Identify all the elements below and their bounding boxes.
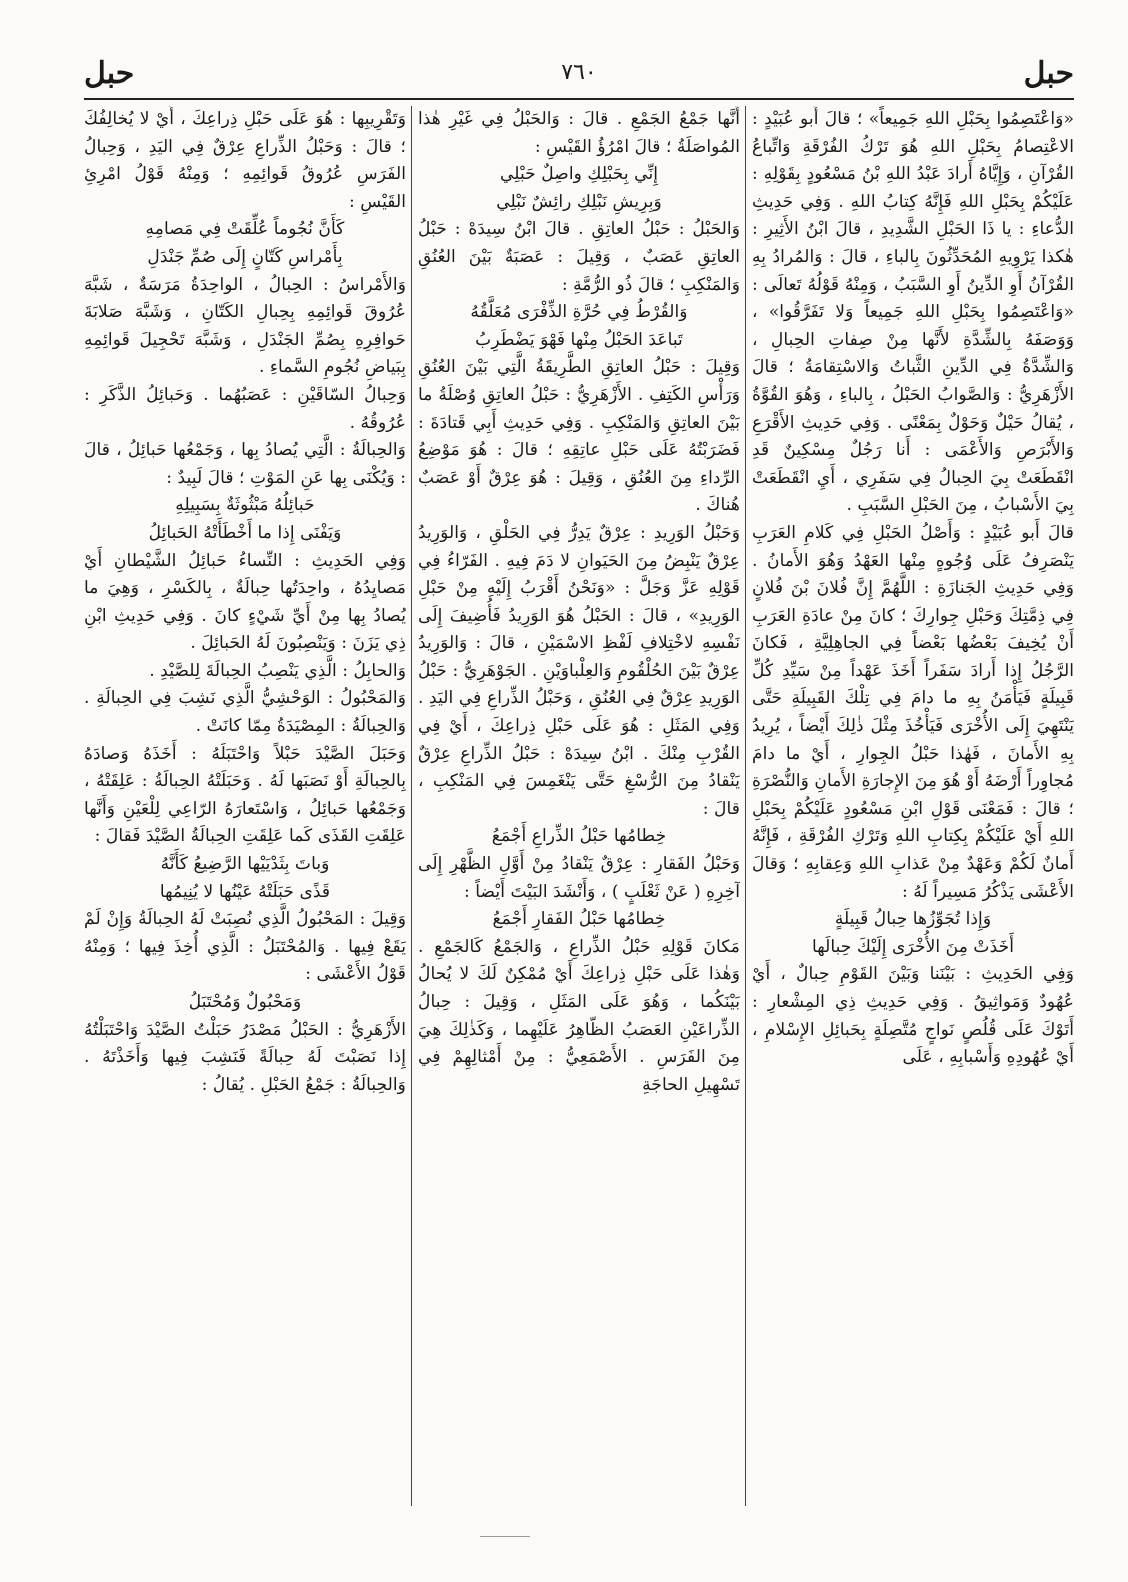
verse-line: أَخَذَتْ مِنَ الأُخْرَى إِلَيْكَ حِبالَها xyxy=(811,936,1014,957)
column-right xyxy=(752,106,1074,1516)
verse-line: قَذًى حَبَلَتْهُ عَيْنُها لا يُنِيمُها xyxy=(159,881,331,902)
entry-paragraph: وَالحَبْلُ : حَبْلُ العاتِقِ . قالَ ابْنُ سِيدَهْ : حَبْلُ العاتِقِ عَصَبٌ ، وَقِيلَ : عَصَبَةٌ بَيْنَ العُنُقِ وَالمَنْكِبِ ؛ قالَ ذُو الرُّمَّةِ : xyxy=(418,219,740,295)
entry-paragraph: «وَاعْتَصِمُوا بِحَبْلِ اللهِ جَمِيعاً» ؛ قالَ أَبو عُبَيْدٍ : الاعْتِصامُ بِحَبْلِ اللهِ هُوَ تَرْكُ الفُرْقَةِ وَاتِّباعُ القُرْآنِ ، وَإِيَّاهُ أَرادَ عَبْدُ اللهِ بْنُ مَسْعُودٍ بِقَوْلِهِ : عَلَيْكُمْ بِحَبْلِ اللهِ فَإِنَّهُ كِتابُ اللهِ . وَفِي حَدِيثِ الدُّعاءِ : يا ذَا الحَبْلِ الشَّدِيدِ ، قالَ ابْنُ الأَثِيرِ : هٰكذا يَرْوِيهِ المُحَدِّثُونَ بِالباءِ ، قالَ : وَالمُرادُ بِهِ القُرْآنُ أَوِ الدِّينُ أَوِ السَّبَبُ ، وَمِنْهُ قَوْلُهُ تَعالَى : «وَاعْتَصِمُوا بِحَبْلِ اللهِ جَمِيعاً وَلا تَفَرَّقُوا» ، وَوَصَفَهُ بِالشِّدَّةِ لأَنَّها مِنْ صِفاتِ الحِبالِ ، وَالشِّدَّةُ فِي الدِّينِ الثَّباتُ وَالاسْتِقامَةُ ؛ قالَ الأَزْهَرِيُّ : وَالصَّوابُ الحَبْلُ ، بِالباءِ ، وَهُوَ القُوَّةُ ، يُقالُ حَيْلٌ وَحَوْلٌ بِمَعْنًى . وَفِي حَدِيثِ الأَقْرَعِ وَالأَبْرَصِ وَالأَعْمَى : أَنا رَجُلٌ مِسْكِينٌ قَدِ انْقَطَعَتْ بِيَ الحِبالُ فِي سَفَرِي ، أَيِ انْقَطَعَتْ بِيَ الأَسْبابُ ، مِنَ الحَبْلِ السَّبَبِ . xyxy=(752,109,1074,516)
entry-paragraph: وَحَبَلَ الصَّيْدَ حَبْلاً وَاحْتَبَلَهُ : أَخَذَهُ وَصادَهُ بِالحِبالَةِ أَوْ نَصَبَها لَهُ . وَحَبَلَتْهُ الحِبالَةُ : عَلِقَتْهُ ، وَجَمْعُها حَبائِلُ ، وَاسْتَعارَهُ الرّاعِي لِلْعَيْنِ وَأَنَّها عَلِقَتِ القَذَى كَما عَلِقَتِ الحِبالَةُ الصَّيْدَ فَقالَ : xyxy=(84,743,406,847)
verse-line: تَباعَدَ الحَبْلُ مِنْها فَهْوَ يَضْطَرِبُ xyxy=(475,329,683,350)
entry-paragraph: وَالحِبالَةُ : الَّتِي يُصادُ بِها ، وَجَمْعُها حَبائِلُ ، قالَ : وَيُكْنَى بِها عَنِ المَوْتِ ؛ قالَ لَبِيدٌ : xyxy=(84,440,406,488)
entry-paragraph: وَقِيلَ : حَبْلُ العاتِقِ الطَّرِيقَةُ الَّتِي بَيْنَ العُنُقِ وَرَأْسِ الكَتِفِ . الأَزْهَرِيُّ : حَبْلُ العاتِقِ وُصْلَةُ ما بَيْنَ العاتِقِ وَالمَنْكِبِ . وَفِي حَدِيثِ أَبِي قَتادَةَ : فَضَرَبْتُهُ عَلَى حَبْلِ عاتِقِهِ ؛ قالَ : هُوَ مَوْضِعُ الرِّداءِ مِنَ العُنُقِ ، وَقِيلَ : هُوَ عِرْقٌ أَوْ عَصَبٌ هُناكَ . xyxy=(418,357,740,516)
entry-paragraph: وَحَبْلُ الوَرِيدِ : عِرْقٌ يَدِرُّ فِي الحَلْقِ ، وَالوَرِيدُ عِرْقٌ يَنْبِضُ مِنَ الحَيَوانِ لا دَمَ فِيهِ . الفَرّاءُ فِي قَوْلِهِ عَزَّ وَجَلَّ : «وَنَحْنُ أَقْرَبُ إِلَيْهِ مِنْ حَبْلِ الوَرِيدِ» ، قالَ : الحَبْلُ هُوَ الوَرِيدُ فَأُضِيفَ إِلَى نَفْسِهِ لاخْتِلافِ لَفْظِ الاسْمَيْنِ ، قالَ : وَالوَرِيدُ عِرْقٌ بَيْنَ الحُلْقُومِ وَالعِلْباوَيْنِ . الجَوْهَرِيُّ : حَبْلُ الوَرِيدِ عِرْقٌ فِي العُنُقِ ، وَحَبْلُ الذِّراعِ فِي اليَدِ . وَفِي المَثَلِ : هُوَ عَلَى حَبْلِ ذِراعِكَ ، أَيْ فِي القُرْبِ مِنْكَ . ابْنُ سِيدَهْ : حَبْلُ الذِّراعِ عِرْقٌ يَنْقادُ مِنَ الرُّسْغِ حَتَّى يَنْغَمِسَ فِي المَنْكِبِ ، قالَ : xyxy=(418,522,740,819)
entry-paragraph: وَحِبالُ السّاقَيْنِ : عَصَبُهُما . وَحَبائِلُ الذَّكَرِ : عُرُوقُهُ . xyxy=(84,384,406,433)
entry-paragraph: أَنَّها جَمْعُ الجَمْعِ . قالَ : وَالحَبْلُ فِي غَيْرِ هٰذا المُواصَلَةُ ؛ قالَ امْرُؤُ القَيْسِ : xyxy=(418,109,740,157)
verse-line: وَالقُرْطُ فِي حُرَّةِ الذِّفْرَى مُعَلَّقُهُ xyxy=(470,302,688,323)
column-divider xyxy=(411,106,412,1506)
entry-paragraph: وَالمَحْبُولُ : الوَحْشِيُّ الَّذِي نَشِبَ فِي الحِبالَةِ . وَالحِبالَةُ : المِصْيَدَةُ مِمّا كانَتْ . xyxy=(84,688,406,737)
column-middle xyxy=(418,106,740,1516)
verse-line: وَإِذا تُجَوِّزُها حِبالُ قَبِيلَةٍ xyxy=(834,909,992,930)
verse-line: وَبِرِيشِ نَبْلِكِ رائِشٌ نَبْلِي xyxy=(496,191,662,212)
entry-paragraph: الأَزْهَرِيُّ : الحَبْلُ مَصْدَرُ حَبَلْتُ الصَّيْدَ وَاحْتَبَلْتُهُ إِذا نَصَبْتَ لَهُ حِبالَةً فَنَشِبَ فِيها وَأَخَذْتَهُ . وَالحِبالَةُ : جَمْعُ الحَبْلِ . يُقالُ : xyxy=(84,1019,406,1095)
text-columns xyxy=(84,106,1074,1516)
page-header xyxy=(84,56,1074,96)
verse-line: وَمَحْبُولٌ وَمُحْتَبَلُ xyxy=(188,992,302,1012)
page-number: ٧٦٠ xyxy=(561,60,597,85)
verse-line: خِطامُها حَبْلُ الذِّراعِ أَجْمَعُ xyxy=(491,826,667,847)
entry-paragraph: وَتَقْرِيبِها : هُوَ عَلَى حَبْلِ ذِراعِكَ ، أَيْ لا يُخالِفُكَ ؛ قالَ : وَحَبْلُ الذِّراعِ عِرْقٌ فِي اليَدِ ، وَحِبالُ الفَرَسِ عُرُوقُ قَوائِمِهِ ؛ وَمِنْهُ قَوْلُ امْرِئِ القَيْسِ : xyxy=(84,109,406,212)
column-left xyxy=(84,106,406,1516)
verse-line: وَيَفْنَى إِذا ما أَخْطَأَتْهُ الحَبائِلُ xyxy=(148,522,342,543)
footer-mark xyxy=(480,1536,530,1537)
verse-line: خِطامُها حَبْلُ الفَقارِ أَجْمَعُ xyxy=(492,909,666,930)
entry-paragraph: وَقِيلَ : المَحْبُولُ الَّذِي نُصِبَتْ لَهُ الحِبالَةُ وَإِنْ لَمْ يَقَعْ فِيها . وَالمُحْتَبَلُ : الَّذِي أُخِذَ فِيها ؛ وَمِنْهُ قَوْلُ الأَعْشَى : xyxy=(84,909,406,985)
entry-paragraph: وَالحابِلُ : الَّذِي يَنْصِبُ الحِبالَةَ لِلصَّيْدِ . xyxy=(149,660,406,681)
verse-line: حَبائِلُهُ مَبْثُوثَةٌ بِسَبِيلِهِ xyxy=(175,495,315,516)
verse-line: إِنِّي بِحَبْلِكِ واصِلٌ حَبْلِي xyxy=(499,164,659,185)
entry-paragraph: مَكانَ قَوْلِهِ حَبْلُ الذِّراعِ ، وَالجَمْعُ كَالجَمْعِ . وَهٰذا عَلَى حَبْلِ ذِراعِكَ أَيْ مُمْكِنٌ لَكَ لا يُحالُ بَيْنَكُما ، وَهُوَ عَلَى المَثَلِ ، وَقِيلَ : حِبالُ الذِّراعَيْنِ العَصَبُ الظّاهِرُ عَلَيْهِما ، وَكَذٰلِكَ هِيَ مِنَ الفَرَسِ . الأَصْمَعِيُّ : مِنْ أَمْثالِهِمْ فِي تَسْهِيلِ الحاجَةِ xyxy=(418,936,740,1095)
entry-paragraph: وَفِي الحَدِيثِ : النِّساءُ حَبائِلُ الشَّيْطانِ أَيْ مَصايِدُهُ ، واحِدَتُها حِبالَةٌ ، بِالكَسْرِ ، وَهِيَ ما يُصادُ بِها مِنْ أَيِّ شَيْءٍ كانَ . وَفِي حَدِيثِ ابْنِ ذِي يَزَنَ : وَيَنْصِبُونَ لَهُ الحَبائِلَ . xyxy=(84,550,406,654)
column-divider xyxy=(745,106,746,1506)
running-headword-left: حبل xyxy=(84,56,135,91)
running-headword-right: حبل xyxy=(1023,56,1074,91)
entry-paragraph: قالَ أَبو عُبَيْدٍ : وَأَصْلُ الحَبْلِ فِي كَلامِ العَرَبِ يَنْصَرِفُ عَلَى وُجُوهٍ مِنْها العَهْدُ وَهُوَ الأَمانُ . وَفِي حَدِيثِ الجَنازَةِ : اللَّهُمَّ إِنَّ فُلانَ بْنَ فُلانٍ فِي ذِمَّتِكَ وَحَبْلِ جِوارِكَ ؛ كانَ مِنْ عادَةِ العَرَبِ أَنْ يُخِيفَ بَعْضُها بَعْضاً فِي الجاهِلِيَّةِ ، فَكانَ الرَّجُلُ إِذا أَرادَ سَفَراً أَخَذَ عَهْداً مِنْ سَيِّدِ كُلِّ قَبِيلَةٍ فَيَأْمَنُ بِهِ ما دامَ فِي تِلْكَ القَبِيلَةِ حَتَّى يَنْتَهِيَ إِلَى الأُخْرَى فَيَأْخُذَ مِثْلَ ذٰلِكَ أَيْضاً ، يُرِيدُ بِهِ الأَمانَ ، فَهٰذا حَبْلُ الجِوارِ ، أَيْ ما دامَ مُجاوِراً أَرْضَهُ أَوْ هُوَ مِنَ الإِجارَةِ الأَمانِ وَالنُّصْرَةِ ؛ قالَ : فَمَعْنَى قَوْلِ ابْنِ مَسْعُودٍ عَلَيْكُمْ بِحَبْلِ اللهِ أَيْ عَلَيْكُمْ بِكِتابِ اللهِ وَتَرْكِ الفُرْقَةِ ، فَإِنَّهُ أَمانٌ لَكُمْ وَعَهْدٌ مِنْ عَذابِ اللهِ وَعِقابِهِ ؛ وَقالَ الأَعْشَى يَذْكُرُ مَسِيراً لَهُ : xyxy=(752,522,1074,902)
verse-line: وَباتَ بِثَدْيَيْها الرَّضِيعُ كَأَنَّهُ xyxy=(160,854,330,875)
entry-paragraph: وَحَبْلُ الفَقارِ : عِرْقٌ يَنْقادُ مِنْ أَوَّلِ الظَّهْرِ إِلَى آخِرِهِ ( عَنْ ثَعْلَبٍ ) ، وَأَنْشَدَ البَيْتَ أَيْضاً : xyxy=(418,854,740,902)
verse-line: كَأَنَّ نُجُوماً عُلِّقَتْ فِي مَصامِهِ xyxy=(145,219,345,240)
entry-paragraph: وَفِي الحَدِيثِ : بَيْنَنا وَبَيْنَ القَوْمِ حِبالٌ ، أَيْ عُهُودٌ وَمَواثِيقُ . وَفِي حَدِيثِ ذِي المِشْعارِ : أَتَوْكَ عَلَى قُلُصٍ نَواجٍ مُتَّصِلَةٍ بِحَبائِلِ الإِسْلامِ ، أَيْ عُهُودِهِ وَأَسْبابِهِ ، عَلَى xyxy=(752,964,1074,1068)
entry-paragraph: وَالأَمْراسُ : الحِبالُ ، الواحِدَةُ مَرَسَةٌ ، شَبَّهَ عُرُوقَ قَوائِمِهِ بِحِبالِ الكَتّانِ ، وَشَبَّهَ صَلابَةَ حَوافِرِهِ بِصُمِّ الجَنْدَلِ ، وَشَبَّهَ تَحْجِيلَ قَوائِمِهِ بِبَياضِ نُجُومِ السَّماءِ . xyxy=(84,274,406,378)
verse-line: بِأَمْراسِ كَتّانٍ إِلَى صُمِّ جَنْدَلِ xyxy=(147,246,343,267)
header-rule xyxy=(84,98,1074,100)
